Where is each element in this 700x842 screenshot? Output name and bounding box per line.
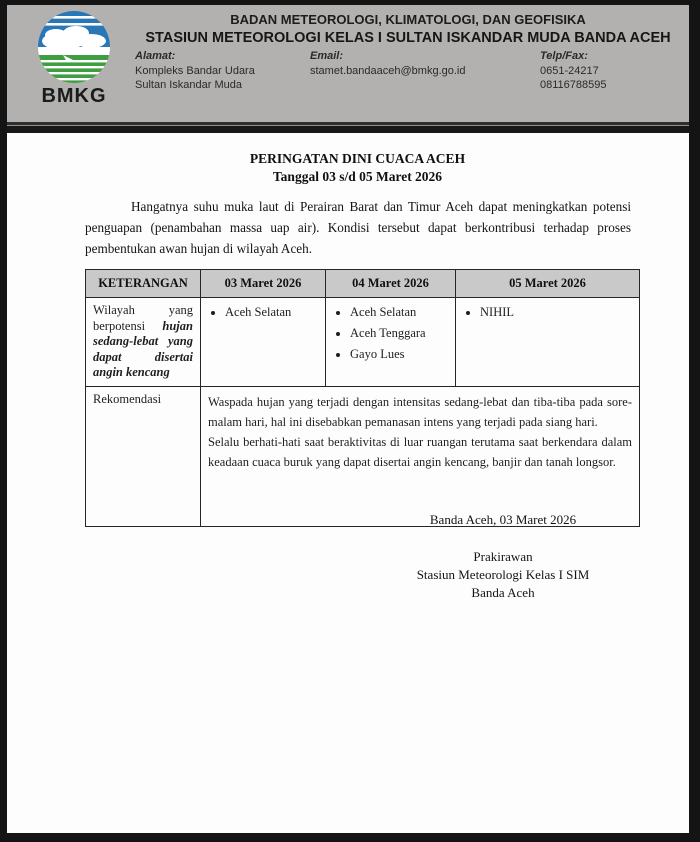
col-header-date1: 03 Maret 2026 [201, 270, 326, 298]
label-bold-italic-part: hujan sedang-lebat yang dapat disertai angin kencang [93, 318, 193, 379]
col-header-date3: 05 Maret 2026 [456, 270, 640, 298]
warning-table [85, 269, 640, 527]
row-label-potensi [86, 298, 201, 387]
rekomendasi-paragraph2: Selalu berhati-hati saat beraktivitas di luar ruangan terutama saat berkendara dalam keadaan cuaca buruk yang dapat disertai angin kencang, banjir dan tanah longsor. [208, 434, 632, 469]
signature-station: Stasiun Meteorologi Kelas I SIM [416, 567, 590, 582]
list-item: • Aceh Tenggara [350, 326, 448, 341]
col-header-date2: 04 Maret 2026 [326, 270, 456, 298]
title-line2: Tanggal 03 s/d 05 Maret 2026 [272, 169, 443, 184]
address-line2: Sultan Iskandar Muda [135, 79, 243, 91]
areas-date1-list [208, 305, 318, 320]
rekomendasi-cell [201, 386, 640, 526]
letterhead [7, 5, 689, 122]
email-label: Email: [310, 50, 344, 62]
areas-date1-cell [201, 298, 326, 387]
col-header-keterangan: KETERANGAN [86, 270, 201, 298]
table-header-row [86, 270, 640, 298]
label-regular-part: Wilayah yang berpotensi [93, 303, 193, 333]
areas-date2-list [333, 305, 448, 362]
bmkg-logo-icon [37, 10, 111, 84]
table-row [86, 386, 640, 526]
signature-place-date: Banda Aceh, 03 Maret 2026 [429, 512, 577, 527]
phone-label: Telp/Fax: [540, 50, 588, 62]
email-value: stamet.bandaaceh@bmkg.go.id [310, 64, 466, 77]
signature-city: Banda Aceh [471, 585, 535, 600]
rekomendasi-paragraph1: Waspada hujan yang terjadi dengan intensitas sedang-lebat dan tiba-tiba pada sore-malam hari, hal ini disebabkan pemanasan intens yang terjadi pada siang hari. [208, 394, 632, 429]
phone-line2: 08116788595 [540, 79, 607, 91]
address-label: Alamat: [135, 50, 176, 62]
areas-date3-cell [456, 298, 640, 387]
signature-block [397, 548, 609, 602]
areas-date3-list [463, 305, 632, 320]
contact-address [135, 49, 310, 93]
areas-date2-cell [326, 298, 456, 387]
list-item: • Aceh Selatan [350, 305, 448, 320]
signature-role: Prakirawan [473, 549, 533, 564]
contact-email [310, 49, 540, 93]
bmkg-logo-caption: BMKG [41, 85, 107, 107]
table-row [86, 298, 640, 387]
org-name-line1: BADAN METEOROLOGI, KLIMATOLOGI, DAN GEOFISIKA [230, 12, 586, 27]
list-item: • Gayo Lues [350, 347, 448, 362]
letterhead-text [127, 5, 689, 122]
document-title [85, 150, 630, 186]
contact-phone [540, 49, 689, 93]
bmkg-logo [7, 5, 127, 122]
row-label-rekomendasi: Rekomendasi [86, 386, 201, 526]
list-item: • Aceh Selatan [225, 305, 318, 320]
address-line1: Kompleks Bandar Udara [135, 64, 255, 77]
org-name-line2: STASIUN METEOROLOGI KELAS I SULTAN ISKANDAR MUDA BANDA ACEH [145, 30, 671, 46]
contact-row [127, 49, 689, 93]
letterhead-divider [7, 122, 689, 133]
title-line1: PERINGATAN DINI CUACA ACEH [249, 151, 466, 166]
intro-paragraph: Hangatnya suhu muka laut di Perairan Barat dan Timur Aceh dapat meningkatkan potensi penguapan (penambahan massa uap air). Kondisi tersebut dapat berkontribusi terhadap proses pembentukan awan hujan di wilayah Aceh. [85, 199, 631, 256]
phone-line1: 0651-24217 [540, 64, 599, 77]
list-item: • NIHIL [480, 305, 632, 320]
